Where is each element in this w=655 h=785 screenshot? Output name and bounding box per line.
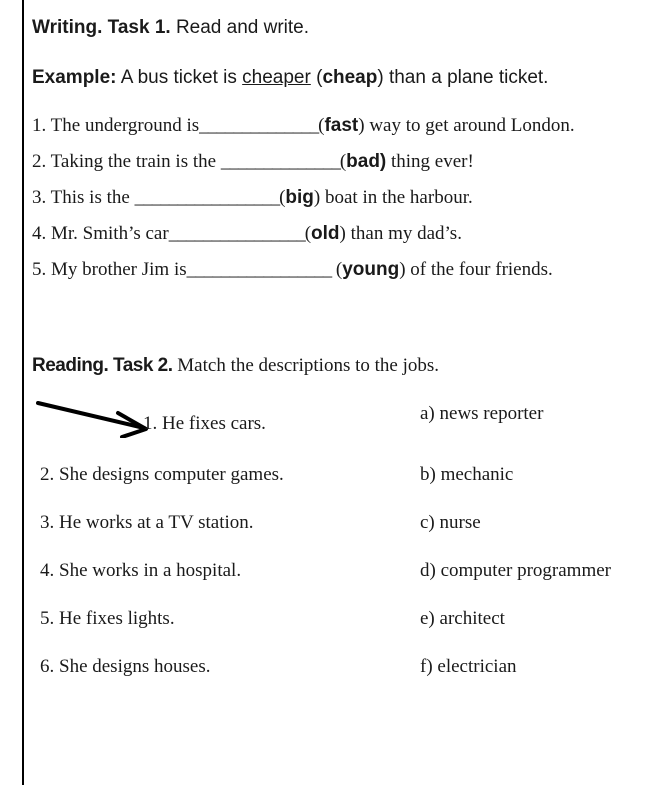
item-text-after: thing ever! [386, 151, 474, 172]
base-word: young [342, 259, 400, 280]
description-5: 5. He fixes lights. [40, 608, 175, 629]
item-text-after: ) of the four friends. [399, 259, 553, 280]
item-text-before: 5. My brother Jim is [32, 259, 187, 280]
answer-blank[interactable]: _________________ [186, 259, 332, 280]
example-answer: cheaper [242, 67, 311, 88]
item-text-after: ) than my dad’s. [339, 223, 462, 244]
example-sentence [32, 66, 548, 90]
description-6: 6. She designs houses. [40, 656, 211, 677]
writing-item-1 [32, 114, 575, 138]
job-b: b) mechanic [420, 464, 514, 485]
description-2: 2. She designs computer games. [40, 464, 284, 485]
description-1: 1. He fixes cars. [143, 413, 266, 434]
reading-task-heading [32, 354, 439, 378]
reading-task-instruction: Match the descriptions to the jobs. [172, 355, 440, 376]
job-d: d) computer programmer [420, 560, 611, 581]
item-paren-open: ( [279, 187, 286, 208]
job-f: f) electrician [420, 656, 517, 677]
writing-task-label: Writing. Task 1. [32, 17, 171, 38]
base-word: bad) [346, 151, 387, 172]
example-label: Example: [32, 67, 117, 88]
job-a: a) news reporter [420, 403, 544, 424]
arrow-icon [36, 398, 150, 438]
job-e: e) architect [420, 608, 505, 629]
example-paren-open: ( [310, 67, 323, 88]
answer-blank[interactable]: ______________ [220, 151, 340, 172]
item-paren-open: ( [339, 151, 347, 172]
item-paren-open: ( [331, 259, 343, 280]
example-text-after: ) than a plane ticket. [377, 67, 549, 88]
reading-task-label: Reading. Task 2. [32, 355, 173, 376]
writing-item-2 [32, 150, 474, 174]
example-text-before: A bus ticket is [116, 67, 243, 88]
base-word: old [311, 223, 340, 244]
base-word: fast [324, 115, 359, 136]
item-paren-open: ( [318, 115, 325, 136]
writing-item-4 [32, 222, 462, 246]
item-text-after: ) way to get around London. [358, 115, 575, 136]
item-paren-open: ( [304, 223, 312, 244]
page-margin-line [22, 0, 24, 785]
writing-task-instruction: Read and write. [170, 17, 310, 38]
answer-blank[interactable]: ________________ [168, 223, 305, 244]
answer-blank[interactable]: _________________ [134, 187, 280, 208]
item-text-before: 3. This is the [32, 187, 135, 208]
base-word: big [285, 187, 314, 208]
item-text-before: 1. The underground is [32, 115, 200, 136]
writing-item-5 [32, 258, 553, 282]
job-c: c) nurse [420, 512, 481, 533]
item-text-before: 2. Taking the train is the [32, 151, 221, 172]
example-base-word: cheap [322, 67, 378, 88]
item-text-before: 4. Mr. Smith’s car [32, 223, 169, 244]
item-text-after: ) boat in the harbour. [313, 187, 473, 208]
writing-task-heading [32, 16, 309, 40]
description-4: 4. She works in a hospital. [40, 560, 242, 581]
description-3: 3. He works at a TV station. [40, 512, 254, 533]
writing-item-3 [32, 186, 473, 210]
answer-blank[interactable]: ______________ [199, 115, 319, 136]
